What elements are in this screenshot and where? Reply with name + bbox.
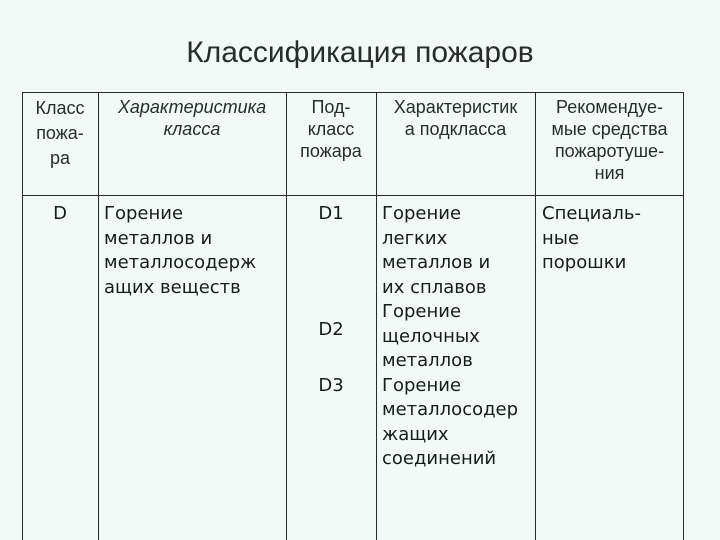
header-class: Класс пожа- ра (35, 98, 85, 168)
header-class-characteristic: Характеристика класса (117, 97, 267, 139)
cell-subclass-d1: D1 (318, 203, 344, 224)
cell-subclass-d3: D3 (318, 375, 344, 396)
header-subclass: Под- класс пожара (300, 97, 362, 161)
header-divider (22, 195, 684, 196)
cell-class: D (53, 203, 67, 224)
header-recommended-means: Рекомендуе- мые средства пожаротуше- ния (551, 97, 668, 183)
cell-recommended-means: Специаль- ные порошки (542, 203, 641, 273)
column-divider (376, 92, 377, 540)
header-subclass-characteristic: Характеристик а подкласса (393, 97, 518, 139)
cell-class-characteristic: Горение металлов и металлосодерж ащих веществ (104, 203, 257, 298)
cell-subclass-d2: D2 (318, 319, 344, 340)
page-title: Классификация пожаров (186, 36, 534, 69)
cell-subclass-characteristic: Горение легких металлов и их сплавов Горение щелочных металлов Горение металлосодер жащих соединений (382, 203, 519, 469)
column-divider (98, 92, 99, 540)
